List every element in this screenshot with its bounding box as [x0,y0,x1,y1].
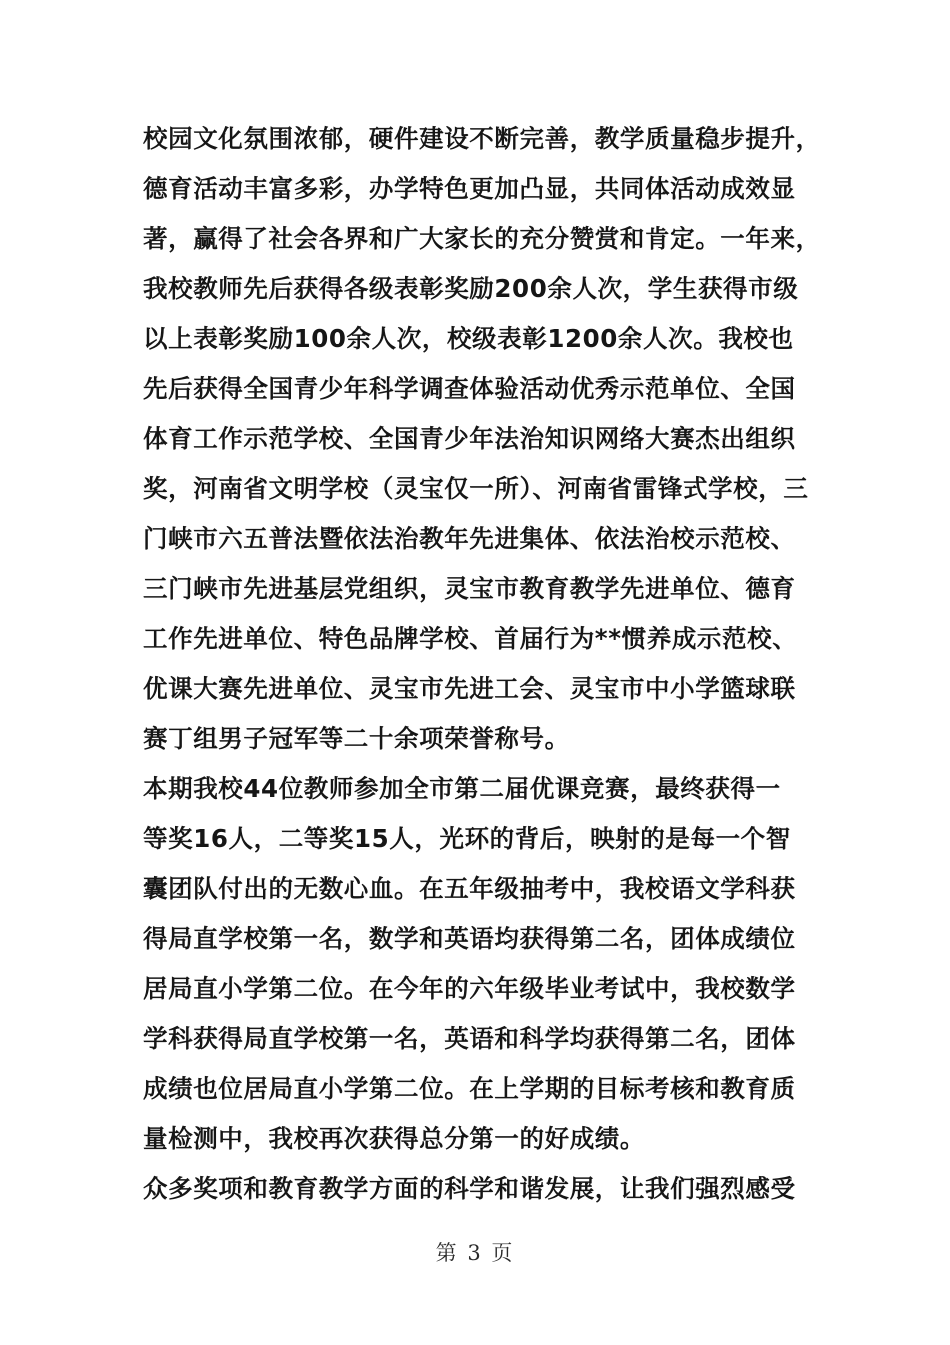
page-number: 第 3 页 [435,1241,515,1265]
text-line: 居局直小学第二位。在今年的六年级毕业考试中，我校数学 [143,974,796,1003]
text-line: 校园文化氛围浓郁，硬件建设不断完善，教学质量稳步提升， [143,124,821,153]
text-line: 成绩也位居局直小学第二位。在上学期的目标考核和教育质 [143,1074,796,1103]
text-line: 本期我校44位教师参加全市第二届优课竞赛，最终获得一 [143,774,781,803]
text-line: 著，赢得了社会各界和广大家长的充分赞赏和肯定。一年来， [143,224,821,253]
text-line: 囊团队付出的无数心血。在五年级抽考中，我校语文学科获 [143,874,796,903]
body-text [143,114,821,1214]
text-line: 德育活动丰富多彩，办学特色更加凸显，共同体活动成效显 [143,174,796,203]
text-line: 以上表彰奖励100余人次，校级表彰1200余人次。我校也 [143,324,794,353]
text-line: 体育工作示范学校、全国青少年法治知识网络大赛杰出组织 [143,424,796,453]
text-line: 我校教师先后获得各级表彰奖励200余人次，学生获得市级 [143,274,799,303]
text-line: 量检测中，我校再次获得总分第一的好成绩。 [143,1124,645,1153]
text-line: 优课大赛先进单位、灵宝市先进工会、灵宝市中小学篮球联 [143,674,796,703]
text-line: 奖，河南省文明学校（灵宝仅一所）、河南省雷锋式学校，三 [143,474,809,503]
text-line: 三门峡市先进基层党组织，灵宝市教育教学先进单位、德育 [143,574,796,603]
text-line: 赛丁组男子冠军等二十余项荣誉称号。 [143,724,570,753]
text-line: 先后获得全国青少年科学调查体验活动优秀示范单位、全国 [143,374,796,403]
text-line: 等奖16人，二等奖15人，光环的背后，映射的是每一个智 [143,824,791,853]
text-line: 得局直学校第一名，数学和英语均获得第二名，团体成绩位 [143,924,796,953]
text-line: 工作先进单位、特色品牌学校、首届行为**惯养成示范校、 [143,624,798,653]
text-line: 学科获得局直学校第一名，英语和科学均获得第二名，团体 [143,1024,796,1053]
text-line: 众多奖项和教育教学方面的科学和谐发展，让我们强烈感受 [143,1174,796,1203]
text-line: 门峡市六五普法暨依法治教年先进集体、依法治校示范校、 [143,524,796,553]
